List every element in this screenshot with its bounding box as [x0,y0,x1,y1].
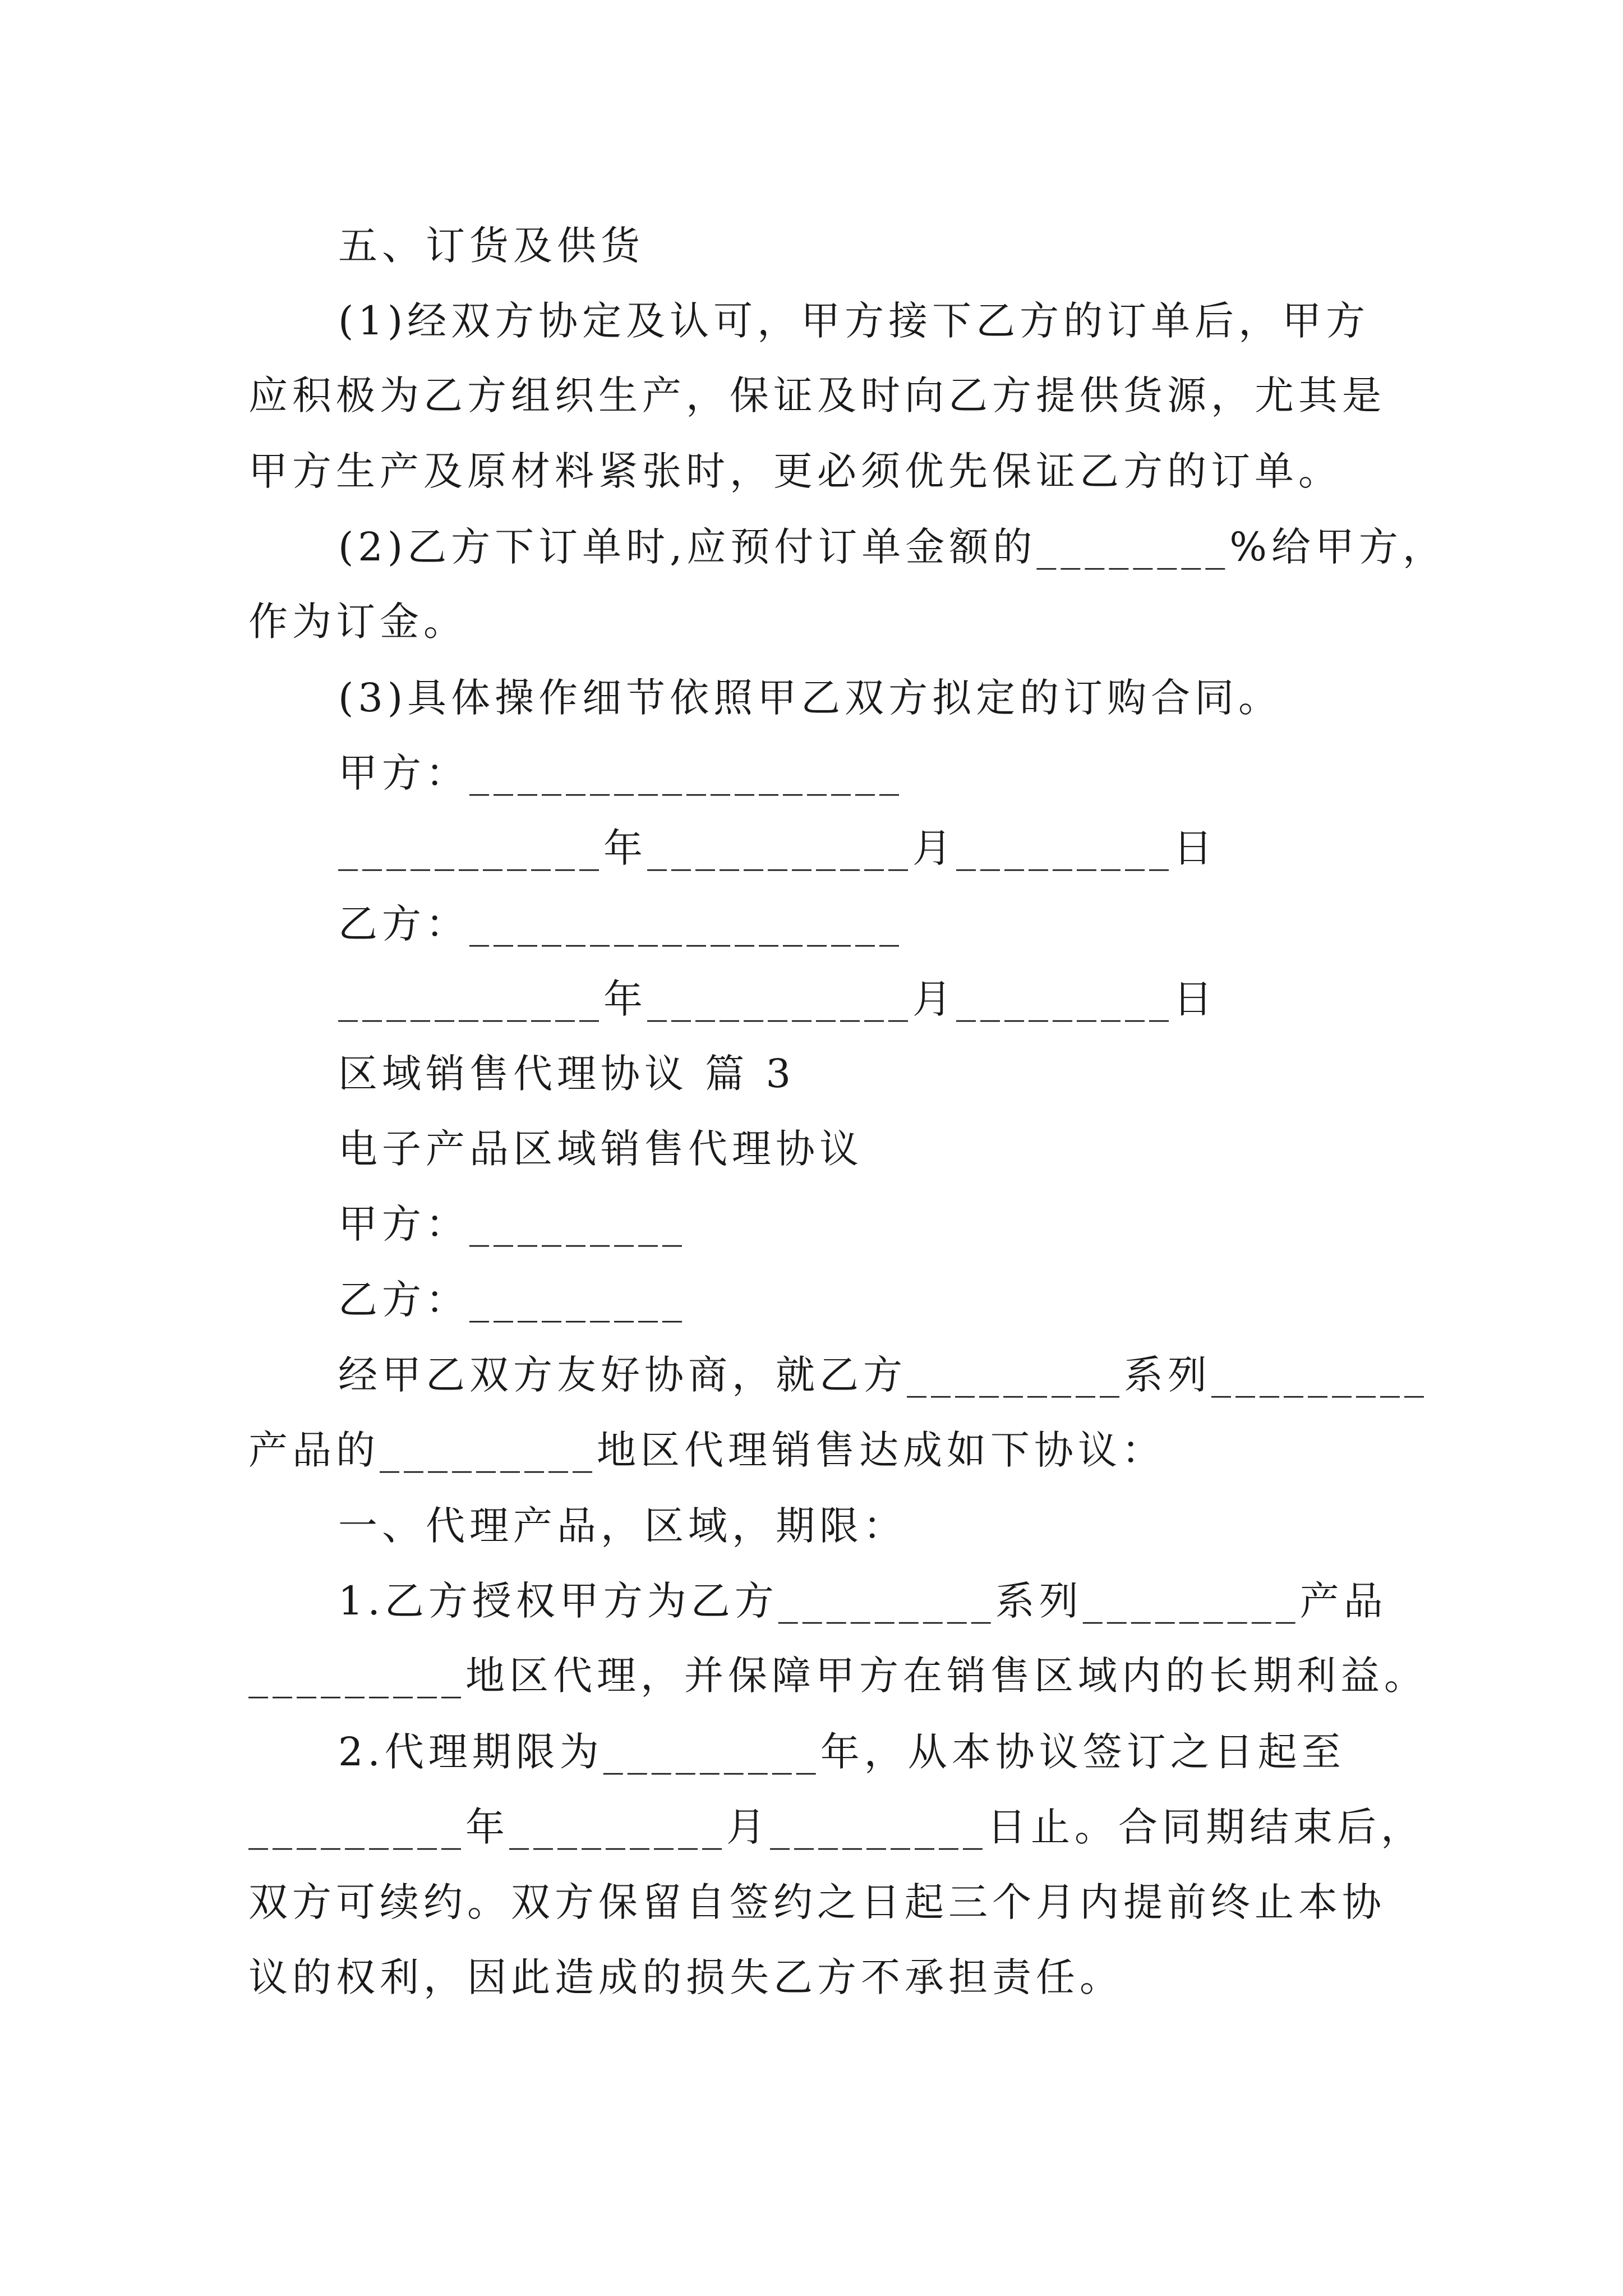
signature-date-b: ___________年___________月_________日 [338,976,1217,1022]
paragraph-line: (3)具体操作细节依照甲乙双方拟定的订购合同。 [338,675,1283,721]
paragraph-line: (2)乙方下订单时,应预付订单金额的________%给甲方， [338,524,1446,570]
section-heading-ordering: 五、订货及供货 [338,223,644,269]
paragraph-line: 应积极为乙方组织生产，保证及时向乙方提供货源，尤其是 [248,372,1386,418]
party-b-field: 乙方：_________ [338,1277,686,1323]
paragraph-line: 经甲乙双方友好协商，就乙方_________系列_________ [338,1352,1428,1398]
paragraph-line: _________年_________月_________日止。合同期结束后， [248,1804,1424,1850]
agreement-title: 电子产品区域销售代理协议 [338,1126,863,1172]
signature-party-b: 乙方：__________________ [338,901,903,947]
article-heading: 区域销售代理协议 篇 3 [338,1051,796,1097]
paragraph-line: (1)经双方协定及认可，甲方接下乙方的订单后，甲方 [338,298,1370,344]
paragraph-line: _________地区代理，并保障甲方在销售区域内的长期利益。 [248,1653,1428,1699]
paragraph-line: 作为订金。 [248,599,467,645]
party-a-field: 甲方：_________ [338,1201,686,1247]
paragraph-line: 双方可续约。双方保留自签约之日起三个月内提前终止本协 [248,1879,1386,1925]
paragraph-line: 甲方生产及原材料紧张时，更必须优先保证乙方的订单。 [248,448,1342,494]
paragraph-line: 2.代理期限为_________年，从本协议签订之日起至 [338,1729,1345,1775]
signature-date-a: ___________年___________月_________日 [338,825,1217,871]
section-heading-products: 一、代理产品，区域，期限： [338,1503,907,1549]
paragraph-line: 议的权利，因此造成的损失乙方不承担责任。 [248,1954,1123,2000]
paragraph-line: 产品的_________地区代理销售达成如下协议： [248,1427,1165,1473]
signature-party-a: 甲方：__________________ [338,750,903,796]
paragraph-line: 1.乙方授权甲方为乙方_________系列_________产品 [338,1578,1387,1624]
